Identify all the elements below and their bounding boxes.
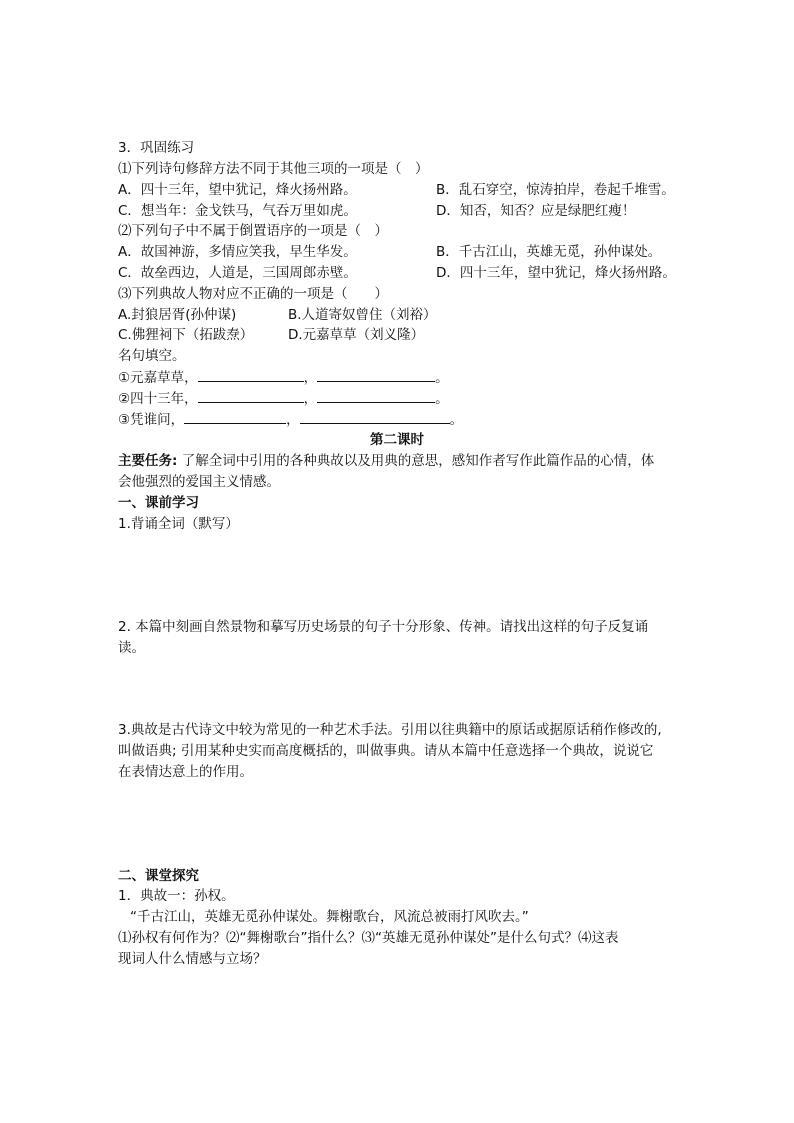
fill-line-2 <box>118 388 449 409</box>
task-line-2: 会他强烈的爱国主义情感。 <box>118 474 280 490</box>
fill-end: 。 <box>449 412 464 428</box>
pre-item-1: 1.背诵全词（默写） <box>118 516 239 532</box>
question-3-option-b: B.人道寄奴曾住（刘裕） <box>288 307 437 323</box>
answer-blank[interactable] <box>198 367 304 382</box>
pre-item-3-line-2: 叫做语典; 引用某种史实而高度概括的，叫做事典。请从本篇中任意选择一个典故，说说它 <box>118 743 654 759</box>
fill-line-1 <box>118 367 449 388</box>
question-1-option-b: B．乱石穿空，惊涛拍岸，卷起千堆雪。 <box>436 182 675 198</box>
task-line-1 <box>118 451 654 471</box>
fill-prefix: ③凭谁问， <box>118 412 185 428</box>
pre-item-2-line-1: 2. 本篇中刻画自然景物和摹写历史场景的句子十分形象、传神。请找出这样的句子反复诵 <box>118 619 649 635</box>
question-1-stem: ⑴下列诗句修辞方法不同于其他三项的一项是（ ） <box>118 161 429 177</box>
quote-line: “千古江山，英雄无觅孙仲谋处。舞榭歌台，风流总被雨打风吹去。” <box>130 909 529 925</box>
task-text: 了解全词中引用的各种典故以及用典的意思，感知作者写作此篇作品的心情，体 <box>177 453 655 469</box>
question-2-option-a: A．故国神游，多情应笑我，早生华发。 <box>118 244 357 260</box>
question-3-option-a: A.封狼居胥(孙仲谋) <box>118 307 237 323</box>
fill-end: 。 <box>435 391 449 407</box>
pre-item-3-line-1: 3.典故是古代诗文中较为常见的一种艺术手法。引用以往典籍中的原话或据原话稍作修改的, <box>118 722 662 738</box>
question-2-option-c: C．故垒西边，人道是，三国周郎赤壁。 <box>118 265 357 281</box>
fill-prefix: ①元嘉草草， <box>118 370 198 386</box>
answer-blank[interactable] <box>317 388 435 403</box>
fill-end: 。 <box>435 370 449 386</box>
answer-blank[interactable] <box>300 409 450 424</box>
class-item-1: 1．典故一：孙权。 <box>118 888 235 904</box>
section-heading: 3．巩固练习 <box>118 140 195 156</box>
fill-separator: ， <box>303 370 318 386</box>
fill-line-3 <box>118 409 463 430</box>
class-explore-heading: 二、课堂探究 <box>118 868 199 884</box>
pre-item-2-line-2: 读。 <box>118 640 145 656</box>
fill-heading: 名句填空。 <box>118 348 186 364</box>
pre-class-heading: 一、课前学习 <box>118 495 199 511</box>
question-2-stem: ⑵下列句子中不属于倒置语序的一项是（ ） <box>118 223 388 239</box>
question-1-option-c: C．想当年：金戈铁马，气吞万里如虎。 <box>118 203 357 219</box>
question-2-option-b: B．千古江山，英雄无觅，孙仲谋处。 <box>436 244 662 260</box>
fill-separator: ， <box>303 391 318 407</box>
question-3-stem: ⑶下列典故人物对应不正确的一项是（ ） <box>118 286 388 302</box>
pre-item-3-line-3: 在表情达意上的作用。 <box>118 764 253 780</box>
question-3-option-d: D.元嘉草草（刘义隆） <box>288 327 425 343</box>
questions-line-1: ⑴孙权有何作为？⑵“舞榭歌台”指什么？⑶“英雄无觅孙仲谋处”是什么句式？⑷这表 <box>118 930 619 946</box>
task-label: 主要任务: <box>118 453 178 469</box>
fill-prefix: ②四十三年， <box>118 391 198 407</box>
question-1-option-a: A．四十三年，望中犹记，烽火扬州路。 <box>118 182 357 198</box>
answer-blank[interactable] <box>317 367 435 382</box>
lesson-title: 第二课时 <box>370 432 424 448</box>
answer-blank[interactable] <box>184 409 286 424</box>
questions-line-2: 现词人什么情感与立场？ <box>118 951 267 967</box>
question-1-option-d: D．知否，知否？应是绿肥红瘦！ <box>436 203 636 219</box>
question-3-option-c: C.佛狸祠下（拓跋焘） <box>118 327 254 343</box>
question-2-option-d: D．四十三年，望中犹记，烽火扬州路。 <box>436 265 676 281</box>
answer-blank[interactable] <box>198 388 304 403</box>
fill-separator: ， <box>286 412 300 428</box>
